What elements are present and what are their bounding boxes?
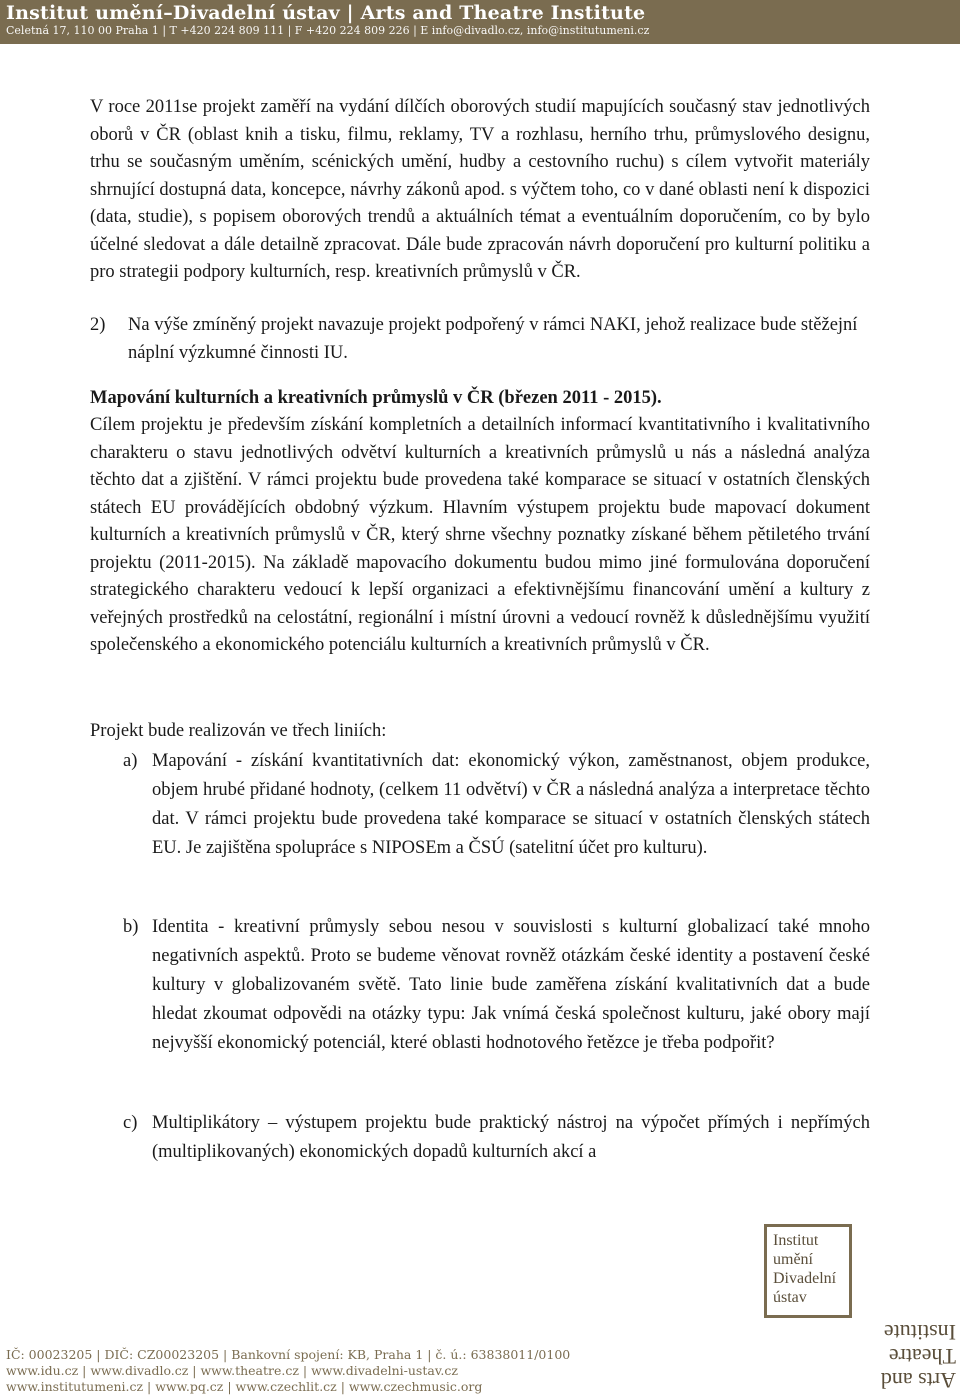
- section-heading: Mapování kulturních a kreativních průmyslů v ČR (březen 2011 - 2015).: [90, 388, 662, 408]
- numbered-item-2: [90, 312, 870, 367]
- logo-line: ústav: [773, 1289, 807, 1306]
- list-text: Identita - kreativní průmysly sebou nesou v souvislosti s kulturní globalizací také mnoho negativních aspektů. Proto se budeme věnovat rovněž otázkám české identity a postavení české kultury v globalizovaném světě. Tato linie bude zaměřena získání kvalitativních dat a bude hledat zkoumat odpovědi na otázky typu: Jak vnímá česká společnost kulturu, jaké obory mají nejvyšší ekonomický potenciál, které oblasti hodnotového řetězce je třeba podpořit?: [152, 917, 870, 1053]
- logo-line: Institute: [883, 1320, 956, 1345]
- institute-logo: [764, 1224, 852, 1318]
- paragraph-studies: V roce 2011se projekt zaměří na vydání dílčích oborových studií mapujících současný stav jednotlivých oborů v ČR (oblast knih a tisku, filmu, reklamy, TV a rozhlasu, herního trhu, průmyslového designu, trhu se současným uměním, scénických umění, hudby a cestovního ruchu) s cílem vytvořit materiály shrnující dostupná data, koncepce, návrhy zákonů apod. s výčtem toho, co v dané oblasti není k dispozici (data, studie), s popisem oborových trendů a aktuálních témat a eventuálním doporučením, co by bylo účelné sledovat a dále detailně zpracovat. Dále bude zpracován návrh doporučení pro kulturní politiku a pro strategii podpory kulturních, resp. kreativních průmyslů v ČR.: [90, 97, 870, 282]
- list-marker: c): [123, 1113, 138, 1133]
- list-item: [90, 1109, 870, 1167]
- list-text: Mapování - získání kvantitativních dat: ekonomický výkon, zaměstnanost, objem produkce, objem hrubé přidané hodnoty, (celkem 11 odvětví) v ČR a následná analýza a interpretace těchto dat. V rámci projektu bude provedena také komparace se situací v ostatních členských státech EU. Je zajištěna spolupráce s NIPOSEm a ČSÚ (satelitní účet pro kulturu).: [152, 751, 870, 858]
- item-text: Na výše zmíněný projekt navazuje projekt podpořený v rámci NAKI, jehož realizace bude stěžejní náplní výzkumné činnosti IU.: [128, 315, 858, 363]
- institute-title: Institut umění–Divadelní ústav | Arts and Theatre Institute: [6, 2, 646, 24]
- list-marker: a): [123, 751, 138, 771]
- letterhead-bar: [0, 0, 960, 44]
- footer-websites-1: www.idu.cz | www.divadlo.cz | www.theatre.cz | www.divadelni-ustav.cz: [6, 1363, 458, 1378]
- logo-line: Theatre: [888, 1344, 956, 1369]
- list-item: [90, 747, 870, 863]
- list-text: Multiplikátory – výstupem projektu bude praktický nástroj na výpočet přímých i nepřímých (multiplikovaných) ekonomických dopadů kulturních akcí a: [152, 1113, 870, 1162]
- contact-line: Celetná 17, 110 00 Praha 1 | T +420 224 809 111 | F +420 224 809 226 | E info@divadlo.cz, info@institutumeni.cz: [6, 24, 650, 37]
- logo-line: Institut: [773, 1232, 819, 1249]
- footer-websites-2: www.institutumeni.cz | www.pq.cz | www.czechlit.cz | www.czechmusic.org: [6, 1379, 483, 1394]
- item-number: 2): [90, 315, 106, 335]
- paragraph-project-goal: Cílem projektu je především získání kompletních a detailních informací kvantitativního i kvalitativního charakteru o stavu jednotlivých odvětví kulturních a kreativních průmyslů u nás a následná analýza těchto dat a zjištění. V rámci projektu bude provedena také komparace se situací v ostatních členských státech EU provádějících obdobný výzkum. Hlavním výstupem projektu bude mapovací dokument kulturních a kreativních průmyslů v ČR, který shrne všechny poznatky získané během pětiletého trvání projektu (2011-2015). Na základě mapovacího dokumentu budou mimo jiné formulována doporučení strategického charakteru vedoucí k lepší organizaci a efektivnějšímu financování umění a kultury z veřejných prostředků na celostátní, regionální i místní úrovni a vedoucí rovněž k důslednějšímu využití společenského a ekonomického potenciálu kulturních a kreativních průmyslů v ČR.: [90, 415, 870, 655]
- institute-logo-flipped: [860, 1312, 956, 1392]
- list-marker: b): [123, 917, 139, 937]
- logo-line: Arts and: [880, 1368, 956, 1393]
- logo-line: umění: [773, 1251, 813, 1268]
- footer-registration: IČ: 00023205 | DIČ: CZ00023205 | Bankovní spojení: KB, Praha 1 | č. ú.: 63838011/0100: [6, 1347, 571, 1362]
- paragraph-lines-intro: Projekt bude realizován ve třech liniích:: [90, 721, 387, 741]
- list-item: [90, 913, 870, 1058]
- logo-line: Divadelní: [773, 1270, 837, 1287]
